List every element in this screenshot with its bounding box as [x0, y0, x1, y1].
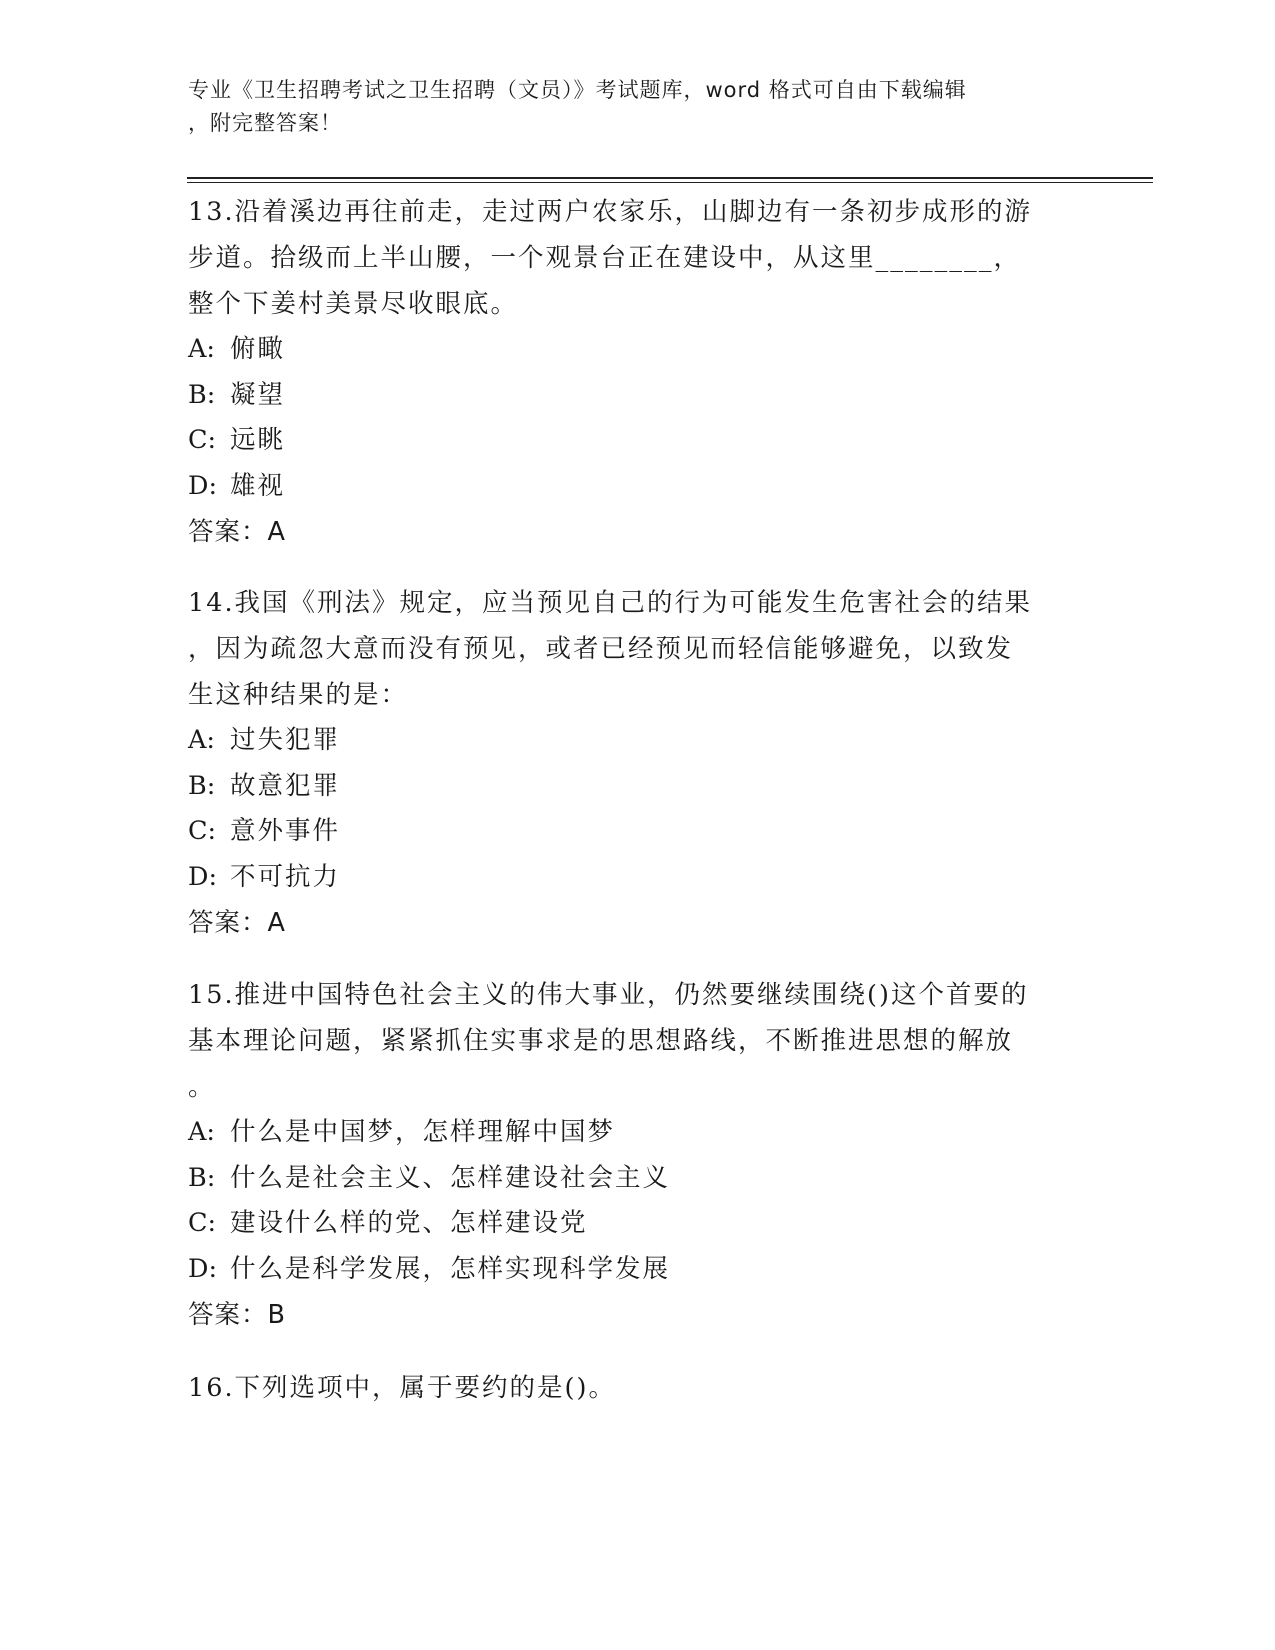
option-d: [188, 855, 1108, 901]
header-divider-thick: [187, 177, 1153, 179]
option-key: B:: [188, 770, 216, 801]
question-text-line: ，因为疏忽大意而没有预见，或者已经预见而轻信能够避免，以致发: [188, 634, 1014, 664]
option-a: [188, 1110, 1108, 1156]
option-text: 故意犯罪: [230, 770, 341, 801]
answer-line: 答案：B: [188, 1300, 286, 1330]
option-key: A:: [188, 1117, 216, 1147]
option-key: B:: [188, 1162, 216, 1193]
option-c: [188, 1201, 1108, 1247]
option-b: [188, 373, 1108, 419]
option-key: D:: [188, 1253, 218, 1284]
document-header: [188, 74, 1088, 140]
option-b: [188, 1156, 1108, 1202]
option-c: [188, 418, 1108, 464]
question-text-line: 16.下列选项中，属于要约的是()。: [188, 1373, 616, 1403]
answer-line: 答案：A: [188, 908, 286, 938]
option-key: D:: [188, 470, 218, 501]
option-text: 什么是社会主义、怎样建设社会主义: [230, 1162, 671, 1193]
option-text: 俯瞰: [230, 334, 286, 364]
option-key: B:: [188, 379, 216, 410]
question-text-line: 步道。拾级而上半山腰，一个观景台正在建设中，从这里________，: [188, 243, 1022, 273]
option-key: C:: [188, 816, 217, 846]
option-key: D:: [188, 861, 218, 892]
question-text-line: 基本理论问题，紧紧抓住实事求是的思想路线，不断推进思想的解放: [188, 1026, 1014, 1056]
header-divider-thin: [187, 182, 1153, 183]
option-c: [188, 809, 1108, 855]
question-14: [188, 580, 1108, 946]
header-line-1: 专业《卫生招聘考试之卫生招聘（文员）》考试题库，word 格式可自由下载编辑: [188, 78, 967, 102]
option-text: 不可抗力: [230, 861, 341, 892]
option-text: 什么是中国梦，怎样理解中国梦: [230, 1117, 616, 1147]
option-text: 远眺: [230, 425, 286, 455]
question-15: [188, 972, 1108, 1338]
option-a: [188, 718, 1108, 764]
option-key: C:: [188, 425, 217, 455]
option-d: [188, 464, 1108, 510]
option-b: [188, 764, 1108, 810]
answer-line: 答案：A: [188, 517, 286, 547]
question-text-line: 15.推进中国特色社会主义的伟大事业，仍然要继续围绕()这个首要的: [188, 980, 1029, 1010]
option-text: 雄视: [230, 470, 286, 501]
option-text: 凝望: [230, 379, 286, 410]
option-key: C:: [188, 1208, 217, 1238]
option-text: 过失犯罪: [230, 725, 341, 755]
option-d: [188, 1247, 1108, 1293]
question-16: [188, 1365, 1108, 1411]
option-a: [188, 327, 1108, 373]
option-text: 建设什么样的党、怎样建设党: [230, 1208, 588, 1238]
question-text-line: 14.我国《刑法》规定，应当预见自己的行为可能发生危害社会的结果: [188, 588, 1033, 618]
question-13: [188, 189, 1108, 555]
option-text: 意外事件: [230, 816, 341, 846]
option-text: 什么是科学发展，怎样实现科学发展: [230, 1253, 671, 1284]
question-text-line: 整个下姜村美景尽收眼底。: [188, 289, 519, 319]
option-key: A:: [188, 725, 216, 755]
question-text-line: 。: [188, 1072, 216, 1102]
header-line-2: ，附完整答案！: [188, 111, 342, 135]
option-key: A:: [188, 334, 216, 364]
question-text-line: 生这种结果的是：: [188, 680, 409, 710]
question-text-line: 13.沿着溪边再往前走，走过两户农家乐，山脚边有一条初步成形的游: [188, 197, 1033, 227]
